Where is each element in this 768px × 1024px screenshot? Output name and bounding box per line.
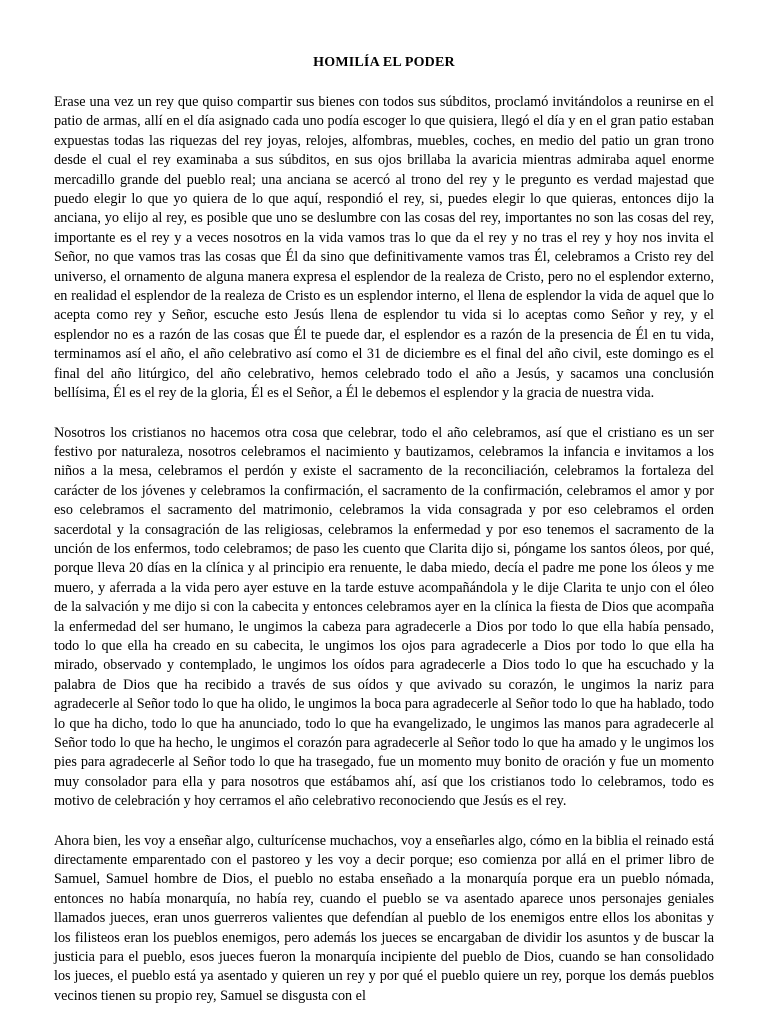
document-body: [54, 93, 714, 1024]
paragraph-3: Ahora bien, les voy a enseñar algo, culturícense muchachos, voy a enseñarles algo, cómo en la biblia el reinado está directamente emparentado con el pastoreo y les voy a decir porque; eso comienza por allá en el primer libro de Samuel, Samuel hombre de Dios, el pueblo no estaba enseñado a la monarquía porque era un pueblo nómada, entonces no había monarquía, no había rey, cuando el pueblo se va asentado aparece unos personajes geniales llamados jueces, eran unos guerreros valientes que defendían al pueblo de los enemigos entre ellos los abonitas y los filisteos eran los pueblos enemigos, pero además los jueces se encargaban de dividir los asuntos y de buscar la justicia para el pueblo, esos jueces fueron la monarquía incipiente del pueblo de Dios, cuando se han consolidado los jueces, el pueblo está ya asentado y quieren un rey y por qué el pueblo quiere un rey, porque los demás pueblos vecinos tienen su propio rey, Samuel se disgusta con el: [54, 832, 714, 1004]
page-title: HOMILÍA EL PODER: [313, 55, 455, 70]
paragraph-2: Nosotros los cristianos no hacemos otra cosa que celebrar, todo el año celebramos, así que el cristiano es un ser festivo por naturaleza, nosotros celebramos el nacimiento y bautizamos, celebramos la infancia e invitamos a los niños a la mesa, celebramos el perdón y existe el sacramento de la reconciliación, celebramos la fortaleza del carácter de los jóvenes y celebramos la confirmación, el sacramento de la confirmación, celebramos el amor y por eso celebramos el sacramento del matrimonio, celebramos la vida consagrada y por eso celebramos el orden sacerdotal y la consagración de las religiosas, celebramos la enfermedad y por eso tenemos el sacramento de la unción de los enfermos, todo celebramos; de paso les cuento que Clarita dijo si, póngame los santos óleos, por qué, porque lleva 20 días en la clínica y al principio era renuente, le daba miedo, decía el padre me pone los óleos y me muero, y aferrada a la vida pero ayer estuve en la tarde estuve acompañándola y le dije Clarita te unjo con el óleo de la salvación y me dijo si con la cabecita y entonces celebramos ayer en la clínica la fiesta de Dios que acompaña la enfermedad del ser humano, le ungimos la cabeza para agradecerle a Dios por todo lo que ella había pensado, todo lo que ella ha creado en su cabecita, le ungimos los ojos para agradecerle a Dios por todo lo que ella ha mirado, observado y contemplado, le ungimos los oídos para agradecerle a Dios todo lo que ha escuchado y la palabra de Dios que ha recibido a través de sus oídos y que avivado su corazón, le ungimos la nariz para agradecerle al Señor todo lo que ha olido, le ungimos la boca para agradecerle al Señor todo lo que ha hablado, todo lo que ha dicho, todo lo que ha anunciado, todo lo que ha evangelizado, le ungimos las manos para agradecerle al Señor todo lo que ha hecho, le ungimos el corazón para agradecerle al Señor todo lo que ha amado y le ungimos los pies para agradecerle al Señor todo lo que ha trasegado, fue un momento muy bonito de oración y fue un momento muy consolador para ella y para nosotros que estábamos ahí, así que los cristianos todo lo celebramos, todo es motivo de celebración y hoy cerramos el año celebrativo reconociendo que Jesús es el rey.: [54, 424, 714, 810]
paragraph-1: Erase una vez un rey que quiso compartir sus bienes con todos sus súbditos, proclamó invitándolos a reunirse en el patio de armas, allí en el día asignado cada uno podía escoger lo que quisiera, llegó el día y en el gran patio estaban expuestas todas las riquezas del rey joyas, relojes, alfombras, muebles, coches, en medio del patio un gran trono desde el cual el rey examinaba a sus súbditos, en sus ojos brillaba la avaricia mientras admiraba aquel enorme mercadillo grande del pueblo real; una anciana se acercó al trono del rey y le pregunto es verdad majestad que puedo elegir lo que yo quiera de lo que aquí, respondió el rey, si, puedes elegir lo que quieras, entonces dijo la anciana, yo elijo al rey, es posible que uno se deslumbre con las cosas del rey, importantes no son las cosas del rey, importante es el rey y a veces nosotros en la vida vamos tras lo que da el rey y no tras el rey y hoy nos invita el Señor, no que vamos tras las cosas que Él da sino que definitivamente vamos tras Él, celebramos a Cristo rey del universo, el ornamento de alguna manera expresa el esplendor de la realeza de Cristo, pero no el esplendor externo, en realidad el esplendor de la realeza de Cristo es un esplendor interno, el llena de esplendor la vida de aquel que lo acepta como rey y Señor, escuche esto Jesús llena de esplendor tu vida si lo aceptas como Señor y rey, y el esplendor no es a razón de las cosas que Él te puede dar, el esplendor es a razón de la presencia de Él en tu vida, terminamos así el año, el año celebrativo así como el 31 de diciembre es el final del año civil, este domingo es el final del año litúrgico, del año celebrativo, hemos celebrado todo el año a Jesús, y sacamos una conclusión bellísima, Él es el rey de la gloria, Él es el Señor, a Él le debemos el esplendor y la gracia de nuestra vida.: [54, 94, 714, 402]
